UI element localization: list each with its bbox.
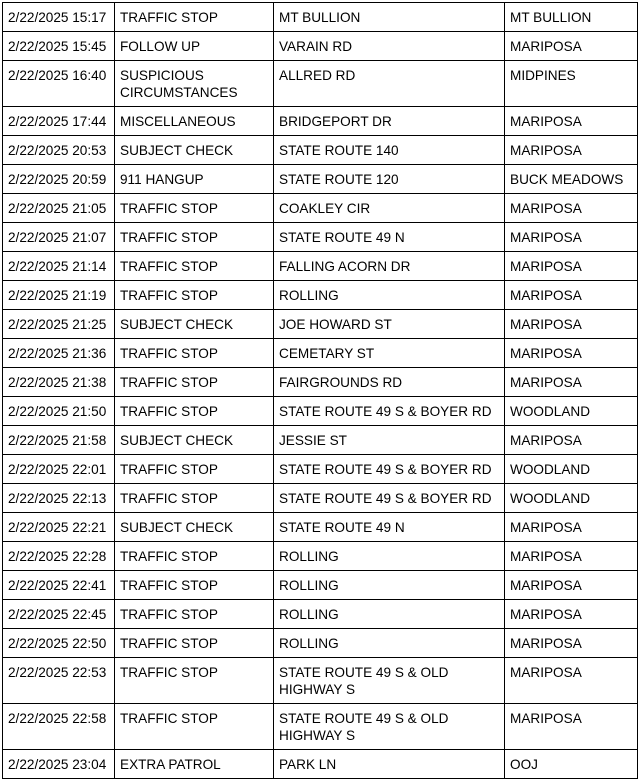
datetime-cell: 2/22/2025 16:40: [3, 61, 115, 107]
datetime-cell: 2/22/2025 22:01: [3, 455, 115, 484]
datetime-cell: 2/22/2025 21:36: [3, 339, 115, 368]
city-cell: MARIPOSA: [505, 629, 638, 658]
location-cell: STATE ROUTE 140: [274, 136, 505, 165]
city-cell: WOODLAND: [505, 397, 638, 426]
call-type-cell: TRAFFIC STOP: [115, 542, 274, 571]
table-row: [3, 3, 638, 32]
table-row: [3, 107, 638, 136]
location-cell: BRIDGEPORT DR: [274, 107, 505, 136]
datetime-cell: 2/22/2025 21:25: [3, 310, 115, 339]
city-cell: WOODLAND: [505, 484, 638, 513]
city-cell: BUCK MEADOWS: [505, 165, 638, 194]
location-cell: PARK LN: [274, 750, 505, 779]
location-cell: STATE ROUTE 120: [274, 165, 505, 194]
datetime-cell: 2/22/2025 20:59: [3, 165, 115, 194]
call-log-table: [2, 2, 638, 779]
call-type-cell: TRAFFIC STOP: [115, 629, 274, 658]
datetime-cell: 2/22/2025 21:07: [3, 223, 115, 252]
location-cell: MT BULLION: [274, 3, 505, 32]
location-cell: STATE ROUTE 49 S & OLD HIGHWAY S: [274, 658, 505, 704]
table-row: [3, 658, 638, 704]
datetime-cell: 2/22/2025 22:21: [3, 513, 115, 542]
location-cell: JESSIE ST: [274, 426, 505, 455]
call-type-cell: TRAFFIC STOP: [115, 455, 274, 484]
table-row: [3, 426, 638, 455]
call-type-cell: SUBJECT CHECK: [115, 513, 274, 542]
table-row: [3, 310, 638, 339]
city-cell: MARIPOSA: [505, 310, 638, 339]
table-row: [3, 455, 638, 484]
datetime-cell: 2/22/2025 22:13: [3, 484, 115, 513]
table-row: [3, 542, 638, 571]
datetime-cell: 2/22/2025 15:17: [3, 3, 115, 32]
call-type-cell: TRAFFIC STOP: [115, 484, 274, 513]
call-type-cell: TRAFFIC STOP: [115, 368, 274, 397]
call-type-cell: SUBJECT CHECK: [115, 426, 274, 455]
datetime-cell: 2/22/2025 21:19: [3, 281, 115, 310]
location-cell: CEMETARY ST: [274, 339, 505, 368]
location-cell: COAKLEY CIR: [274, 194, 505, 223]
table-row: [3, 484, 638, 513]
call-type-cell: TRAFFIC STOP: [115, 339, 274, 368]
call-type-cell: TRAFFIC STOP: [115, 194, 274, 223]
city-cell: MARIPOSA: [505, 571, 638, 600]
table-row: [3, 165, 638, 194]
city-cell: MARIPOSA: [505, 223, 638, 252]
datetime-cell: 2/22/2025 21:05: [3, 194, 115, 223]
table-row: [3, 223, 638, 252]
table-row: [3, 32, 638, 61]
location-cell: STATE ROUTE 49 S & OLD HIGHWAY S: [274, 704, 505, 750]
datetime-cell: 2/22/2025 22:41: [3, 571, 115, 600]
city-cell: MARIPOSA: [505, 542, 638, 571]
call-type-cell: EXTRA PATROL: [115, 750, 274, 779]
table-row: [3, 136, 638, 165]
table-row: [3, 368, 638, 397]
datetime-cell: 2/22/2025 23:04: [3, 750, 115, 779]
datetime-cell: 2/22/2025 21:14: [3, 252, 115, 281]
city-cell: MARIPOSA: [505, 194, 638, 223]
city-cell: MARIPOSA: [505, 339, 638, 368]
location-cell: STATE ROUTE 49 N: [274, 513, 505, 542]
call-type-cell: SUBJECT CHECK: [115, 310, 274, 339]
call-type-cell: TRAFFIC STOP: [115, 600, 274, 629]
city-cell: MIDPINES: [505, 61, 638, 107]
location-cell: STATE ROUTE 49 S & BOYER RD: [274, 455, 505, 484]
location-cell: STATE ROUTE 49 S & BOYER RD: [274, 484, 505, 513]
city-cell: MT BULLION: [505, 3, 638, 32]
table-row: [3, 252, 638, 281]
location-cell: FAIRGROUNDS RD: [274, 368, 505, 397]
datetime-cell: 2/22/2025 15:45: [3, 32, 115, 61]
location-cell: ROLLING: [274, 571, 505, 600]
call-type-cell: TRAFFIC STOP: [115, 281, 274, 310]
datetime-cell: 2/22/2025 22:28: [3, 542, 115, 571]
datetime-cell: 2/22/2025 22:50: [3, 629, 115, 658]
call-type-cell: SUSPICIOUS CIRCUMSTANCES: [115, 61, 274, 107]
datetime-cell: 2/22/2025 21:58: [3, 426, 115, 455]
call-type-cell: SUBJECT CHECK: [115, 136, 274, 165]
call-type-cell: 911 HANGUP: [115, 165, 274, 194]
datetime-cell: 2/22/2025 21:38: [3, 368, 115, 397]
city-cell: MARIPOSA: [505, 107, 638, 136]
call-type-cell: FOLLOW UP: [115, 32, 274, 61]
table-row: [3, 513, 638, 542]
city-cell: MARIPOSA: [505, 136, 638, 165]
location-cell: ROLLING: [274, 542, 505, 571]
location-cell: JOE HOWARD ST: [274, 310, 505, 339]
call-type-cell: TRAFFIC STOP: [115, 704, 274, 750]
city-cell: MARIPOSA: [505, 281, 638, 310]
datetime-cell: 2/22/2025 20:53: [3, 136, 115, 165]
table-row: [3, 194, 638, 223]
city-cell: MARIPOSA: [505, 252, 638, 281]
call-type-cell: TRAFFIC STOP: [115, 397, 274, 426]
call-type-cell: TRAFFIC STOP: [115, 658, 274, 704]
city-cell: MARIPOSA: [505, 600, 638, 629]
city-cell: WOODLAND: [505, 455, 638, 484]
call-type-cell: TRAFFIC STOP: [115, 223, 274, 252]
table-row: [3, 61, 638, 107]
city-cell: MARIPOSA: [505, 513, 638, 542]
call-type-cell: TRAFFIC STOP: [115, 571, 274, 600]
datetime-cell: 2/22/2025 22:53: [3, 658, 115, 704]
call-type-cell: TRAFFIC STOP: [115, 252, 274, 281]
table-row: [3, 704, 638, 750]
city-cell: MARIPOSA: [505, 658, 638, 704]
datetime-cell: 2/22/2025 22:58: [3, 704, 115, 750]
table-row: [3, 571, 638, 600]
location-cell: STATE ROUTE 49 S & BOYER RD: [274, 397, 505, 426]
location-cell: ALLRED RD: [274, 61, 505, 107]
table-row: [3, 600, 638, 629]
datetime-cell: 2/22/2025 21:50: [3, 397, 115, 426]
location-cell: ROLLING: [274, 281, 505, 310]
city-cell: MARIPOSA: [505, 426, 638, 455]
datetime-cell: 2/22/2025 17:44: [3, 107, 115, 136]
location-cell: ROLLING: [274, 629, 505, 658]
call-log-body: [3, 3, 638, 779]
city-cell: MARIPOSA: [505, 32, 638, 61]
call-type-cell: TRAFFIC STOP: [115, 3, 274, 32]
table-row: [3, 397, 638, 426]
location-cell: ROLLING: [274, 600, 505, 629]
city-cell: MARIPOSA: [505, 704, 638, 750]
call-type-cell: MISCELLANEOUS: [115, 107, 274, 136]
table-row: [3, 281, 638, 310]
datetime-cell: 2/22/2025 22:45: [3, 600, 115, 629]
location-cell: FALLING ACORN DR: [274, 252, 505, 281]
table-row: [3, 750, 638, 779]
city-cell: OOJ: [505, 750, 638, 779]
table-row: [3, 629, 638, 658]
location-cell: VARAIN RD: [274, 32, 505, 61]
city-cell: MARIPOSA: [505, 368, 638, 397]
location-cell: STATE ROUTE 49 N: [274, 223, 505, 252]
table-row: [3, 339, 638, 368]
